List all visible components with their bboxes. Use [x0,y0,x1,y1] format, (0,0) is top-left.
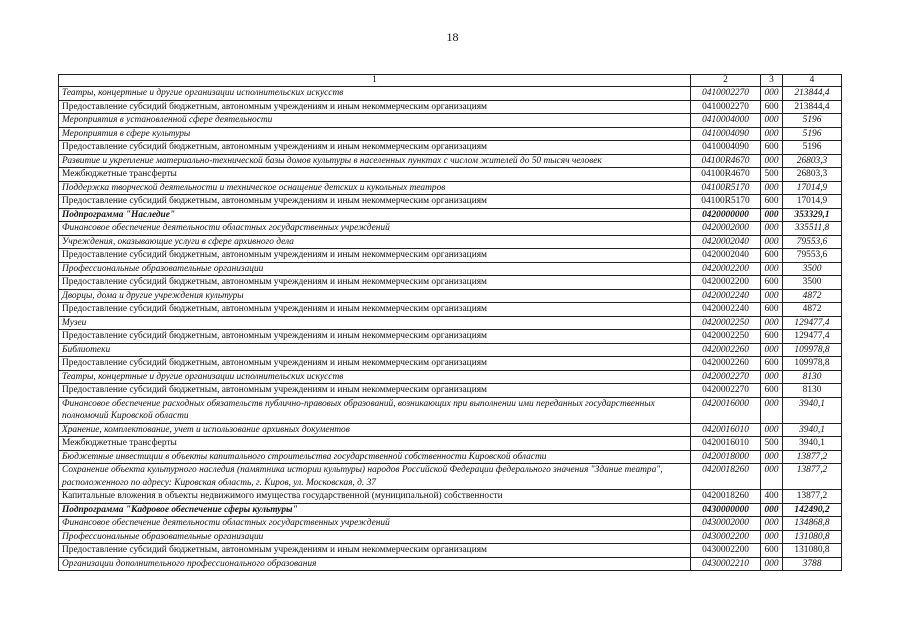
row-code-cell: 0410002270 [691,87,761,101]
table-row [59,437,842,451]
row-sum-cell: 8130 [783,370,842,384]
row-name-cell: Предоставление субсидий бюджетным, автономным учреждениям и иным некоммерческим организациям [59,249,691,263]
row-sum-cell: 131080,8 [783,544,842,558]
row-code-cell: 0420002000 [691,222,761,236]
row-code-cell: 0420016010 [691,423,761,437]
row-sum-cell: 134868,8 [783,517,842,531]
row-name-cell: Финансовое обеспечение деятельности областных государственных учреждений [59,222,691,236]
row-type-cell: 600 [761,195,783,209]
row-name-cell: Хранение, комплектование, учет и использование архивных документов [59,423,691,437]
table-row [59,330,842,344]
table-row [59,517,842,531]
table-header-row [59,75,842,87]
row-type-cell: 600 [761,357,783,371]
row-name-cell: Предоставление субсидий бюджетным, автономным учреждениям и иным некоммерческим организациям [59,276,691,290]
row-type-cell: 000 [761,181,783,195]
row-code-cell: 0420002250 [691,316,761,330]
row-sum-cell: 109978,8 [783,357,842,371]
row-sum-cell: 13877,2 [783,490,842,504]
row-sum-cell: 17014,9 [783,181,842,195]
table-row [59,357,842,371]
table-row [59,222,842,236]
row-name-cell: Театры, концертные и другие организации исполнительских искусств [59,87,691,101]
row-type-cell: 600 [761,330,783,344]
row-type-cell: 000 [761,557,783,571]
row-type-cell: 000 [761,262,783,276]
row-sum-cell: 3940,1 [783,423,842,437]
table-row [59,141,842,155]
header-col-2: 2 [691,75,761,87]
row-type-cell: 000 [761,397,783,423]
row-sum-cell: 4872 [783,303,842,317]
row-type-cell: 000 [761,343,783,357]
table-row [59,114,842,128]
row-name-cell: Учреждения, оказывающие услуги в сфере архивного дела [59,235,691,249]
row-code-cell: 0430002000 [691,517,761,531]
row-name-cell: Финансовое обеспечение деятельности областных государственных учреждений [59,517,691,531]
row-type-cell: 000 [761,127,783,141]
row-code-cell: 0420002250 [691,330,761,344]
row-sum-cell: 5196 [783,127,842,141]
row-name-cell: Межбюджетные трансферты [59,437,691,451]
row-name-cell: Профессиональные образовательные организации [59,530,691,544]
row-name-cell: Предоставление субсидий бюджетным, автономным учреждениям и иным некоммерческим организациям [59,141,691,155]
row-name-cell: Предоставление субсидий бюджетным, автономным учреждениям и иным некоммерческим организациям [59,384,691,398]
row-name-cell: Предоставление субсидий бюджетным, автономным учреждениям и иным некоммерческим организациям [59,195,691,209]
row-sum-cell: 3940,1 [783,437,842,451]
table-row [59,235,842,249]
row-code-cell: 04100R5170 [691,181,761,195]
row-sum-cell: 213844,4 [783,87,842,101]
row-code-cell: 0410002270 [691,100,761,114]
row-name-cell: Предоставление субсидий бюджетным, автономным учреждениям и иным некоммерческим организациям [59,100,691,114]
row-type-cell: 600 [761,384,783,398]
row-type-cell: 000 [761,530,783,544]
row-name-cell: Профессиональные образовательные организации [59,262,691,276]
table-row [59,530,842,544]
row-name-cell: Мероприятия в установленной сфере деятельности [59,114,691,128]
row-name-cell: Библиотеки [59,343,691,357]
row-type-cell: 000 [761,289,783,303]
table-row [59,303,842,317]
row-name-cell: Музеи [59,316,691,330]
row-type-cell: 000 [761,464,783,490]
row-code-cell: 0420002240 [691,303,761,317]
row-name-cell: Организации дополнительного профессионального образования [59,557,691,571]
table-row [59,168,842,182]
table-row [59,544,842,558]
row-name-cell: Финансовое обеспечение расходных обязательств публично-правовых образований, возникающих при выполнении ими переданных государственных полномочий Кировской области [59,397,691,423]
row-code-cell: 0420002270 [691,384,761,398]
table-row [59,490,842,504]
row-name-cell: Сохранение объекта культурного наследия (памятника истории культуры) народов Российской Федерации федерального значения "Здание театра", расположенного по адресу: Кировская область, г. Киров, ул. Московская, д. 37 [59,464,691,490]
row-type-cell: 500 [761,168,783,182]
row-sum-cell: 4872 [783,289,842,303]
row-sum-cell: 79553,6 [783,235,842,249]
table-row [59,181,842,195]
table-row [59,127,842,141]
row-code-cell: 0420002200 [691,276,761,290]
row-sum-cell: 213844,4 [783,100,842,114]
row-sum-cell: 109978,8 [783,343,842,357]
row-name-cell: Подпрограмма "Наследие" [59,208,691,222]
row-sum-cell: 3500 [783,276,842,290]
row-code-cell: 0420000000 [691,208,761,222]
row-sum-cell: 129477,4 [783,316,842,330]
row-name-cell: Предоставление субсидий бюджетным, автономным учреждениям и иным некоммерческим организациям [59,357,691,371]
row-name-cell: Бюджетные инвестиции в объекты капитального строительства государственной собственности Кировской области [59,450,691,464]
row-code-cell: 0410004090 [691,141,761,155]
table-row [59,276,842,290]
row-name-cell: Поддержка творческой деятельности и техническое оснащение детских и кукольных театров [59,181,691,195]
row-type-cell: 600 [761,303,783,317]
row-sum-cell: 3940,1 [783,397,842,423]
table-row [59,262,842,276]
table-row [59,557,842,571]
row-type-cell: 000 [761,154,783,168]
row-sum-cell: 353329,1 [783,208,842,222]
row-code-cell: 0420002040 [691,235,761,249]
table-row [59,384,842,398]
row-code-cell: 04100R5170 [691,195,761,209]
row-type-cell: 400 [761,490,783,504]
row-type-cell: 000 [761,316,783,330]
row-name-cell: Капитальные вложения в объекты недвижимого имущества государственной (муниципальной) собственности [59,490,691,504]
table-row [59,423,842,437]
table-row [59,195,842,209]
row-code-cell: 0420016010 [691,437,761,451]
table-row [59,87,842,101]
table-row [59,343,842,357]
table-row [59,464,842,490]
table-row [59,208,842,222]
row-code-cell: 0430002200 [691,530,761,544]
row-code-cell: 04100R4670 [691,154,761,168]
row-type-cell: 000 [761,517,783,531]
row-code-cell: 0420002240 [691,289,761,303]
budget-table [58,74,842,571]
table-row [59,100,842,114]
row-sum-cell: 3500 [783,262,842,276]
row-sum-cell: 79553,6 [783,249,842,263]
row-sum-cell: 5196 [783,114,842,128]
row-code-cell: 0420016000 [691,397,761,423]
row-type-cell: 000 [761,87,783,101]
row-type-cell: 000 [761,450,783,464]
row-sum-cell: 142490,2 [783,503,842,517]
row-sum-cell: 131080,8 [783,530,842,544]
row-type-cell: 000 [761,208,783,222]
row-type-cell: 600 [761,544,783,558]
row-type-cell: 000 [761,235,783,249]
budget-table-body [59,75,842,571]
table-row [59,397,842,423]
row-type-cell: 000 [761,503,783,517]
row-type-cell: 600 [761,100,783,114]
row-name-cell: Предоставление субсидий бюджетным, автономным учреждениям и иным некоммерческим организациям [59,330,691,344]
row-name-cell: Мероприятия в сфере культуры [59,127,691,141]
row-sum-cell: 26803,3 [783,168,842,182]
row-type-cell: 600 [761,141,783,155]
row-name-cell: Межбюджетные трансферты [59,168,691,182]
table-row [59,249,842,263]
row-code-cell: 0410004000 [691,114,761,128]
row-name-cell: Предоставление субсидий бюджетным, автономным учреждениям и иным некоммерческим организациям [59,303,691,317]
header-col-3: 3 [761,75,783,87]
row-name-cell: Театры, концертные и другие организации исполнительских искусств [59,370,691,384]
row-name-cell: Предоставление субсидий бюджетным, автономным учреждениям и иным некоммерческим организациям [59,544,691,558]
row-type-cell: 000 [761,370,783,384]
row-code-cell: 0420002270 [691,370,761,384]
row-sum-cell: 3788 [783,557,842,571]
row-code-cell: 0430000000 [691,503,761,517]
row-sum-cell: 26803,3 [783,154,842,168]
row-code-cell: 0430002200 [691,544,761,558]
row-sum-cell: 13877,2 [783,464,842,490]
table-row [59,316,842,330]
row-name-cell: Развитие и укрепление материально-технической базы домов культуры в населенных пунктах с числом жителей до 50 тысяч человек [59,154,691,168]
page-number: 18 [446,30,459,44]
row-code-cell: 0420018260 [691,490,761,504]
table-row [59,370,842,384]
row-code-cell: 0420002260 [691,343,761,357]
row-sum-cell: 5196 [783,141,842,155]
table-row [59,289,842,303]
table-row [59,154,842,168]
row-code-cell: 0410004090 [691,127,761,141]
row-code-cell: 0420002040 [691,249,761,263]
row-code-cell: 04100R4670 [691,168,761,182]
row-code-cell: 0420002260 [691,357,761,371]
row-sum-cell: 129477,4 [783,330,842,344]
row-type-cell: 500 [761,437,783,451]
header-col-4: 4 [783,75,842,87]
header-col-1: 1 [59,75,691,87]
row-code-cell: 0420002200 [691,262,761,276]
row-code-cell: 0420018000 [691,450,761,464]
row-type-cell: 000 [761,114,783,128]
row-type-cell: 000 [761,222,783,236]
row-sum-cell: 335511,8 [783,222,842,236]
row-name-cell: Подпрограмма "Кадровое обеспечение сферы культуры" [59,503,691,517]
row-sum-cell: 8130 [783,384,842,398]
row-sum-cell: 17014,9 [783,195,842,209]
row-code-cell: 0430002210 [691,557,761,571]
table-row [59,503,842,517]
table-row [59,450,842,464]
row-type-cell: 600 [761,249,783,263]
row-sum-cell: 13877,2 [783,450,842,464]
row-code-cell: 0420018260 [691,464,761,490]
row-name-cell: Дворцы, дома и другие учреждения культуры [59,289,691,303]
row-type-cell: 600 [761,276,783,290]
row-type-cell: 000 [761,423,783,437]
